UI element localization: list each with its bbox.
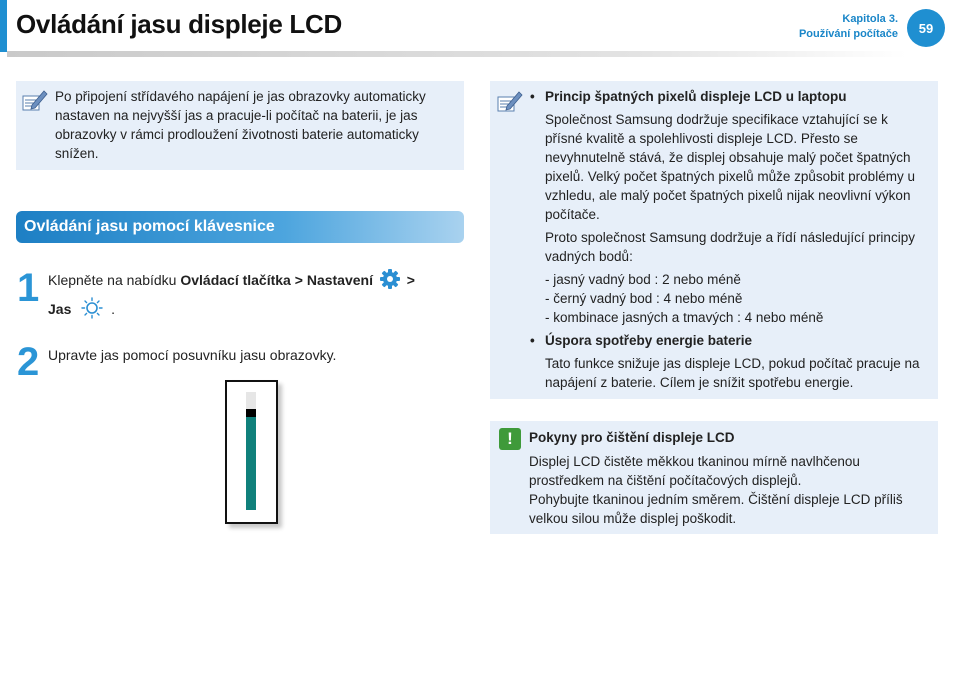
pencil-note-icon [22,88,48,117]
rule-item: - kombinace jasných a tmavých : 4 nebo méně [545,310,824,325]
brightness-sun-icon [79,297,105,324]
note-text: Po připojení střídavého napájení je jas obrazovky automaticky nastaven na nejvyšší jas a pracuje-li počítač na baterii, je jas obrazovky v rámci prodloužení životnosti baterie automaticky snížen. [55,89,426,161]
separator: > [402,272,415,289]
paragraph: Proto společnost Samsung dodržuje a řídí následující principy vadných bodů: [545,230,915,264]
chapter-label [799,12,898,42]
menu-brightness-label: Jas [48,301,72,318]
chapter-title: Používání počítače [798,28,898,40]
paragraph: Tato funkce snižuje jas displeje LCD, pokud počítač pracuje na napájení z baterie. Cílem je snížit spotřebu energie. [545,356,920,390]
page-number-badge: 59 [907,9,945,47]
warning-title: Pokyny pro čištění displeje LCD [529,430,735,445]
paragraph: Společnost Samsung dodržuje specifikace vztahující se k přísné kvalitě a spolehlivosti displeje LCD. Přesto se nevyhnutelně stává, že displej obsahuje malý počet špatných pixelů. Velký počet špatných pixelů může způsobit problémy u vzhledu, ale malý počet špatných pixelů nijak neovlivní výkon počítače. [545,112,915,222]
warning-content [529,428,929,528]
step-number: 1 [17,266,40,310]
header-accent-bar [0,0,7,52]
step-2-text: Upravte jas pomocí posuvníku jasu obrazovky. [48,347,337,363]
step-1-text [48,268,415,295]
step-1-text-cont [48,297,115,324]
settings-gear-icon [379,268,401,295]
menu-controls-label: Ovládací tlačítka [180,272,291,289]
separator: > [290,272,307,289]
bullet-title: • Úspora spotřeby energie baterie [530,331,928,350]
step-number: 2 [17,340,40,384]
paragraph: Pohybujte tkaninou jedním směrem. Čištění displeje LCD příliš velkou silou může displej poškodit. [529,492,903,526]
step-1-lead: Klepněte na nabídku [48,272,181,289]
header-divider [7,51,907,57]
menu-settings-label: Nastavení [306,272,373,289]
section-title: Ovládání jasu pomocí klávesnice [24,218,275,235]
chapter-number: Kapitola 3. [842,13,898,25]
step-1-end: . [107,301,116,318]
rule-item: - černý vadný bod : 4 nebo méně [545,291,743,306]
page-title: Ovládání jasu displeje LCD [16,9,342,39]
paragraph: Displej LCD čistěte měkkou tkaninou mírně navlhčenou prostředkem na čištění počítačových displejů. [529,454,860,488]
brightness-slider-fill [246,416,256,510]
bullet-title: • Princip špatných pixelů displeje LCD u laptopu [530,87,928,106]
note-content [530,87,928,392]
brightness-slider-thumb[interactable] [246,409,256,417]
rule-item: - jasný vadný bod : 2 nebo méně [545,272,741,287]
exclamation-icon: ! [499,428,521,450]
pencil-note-icon [497,89,523,118]
